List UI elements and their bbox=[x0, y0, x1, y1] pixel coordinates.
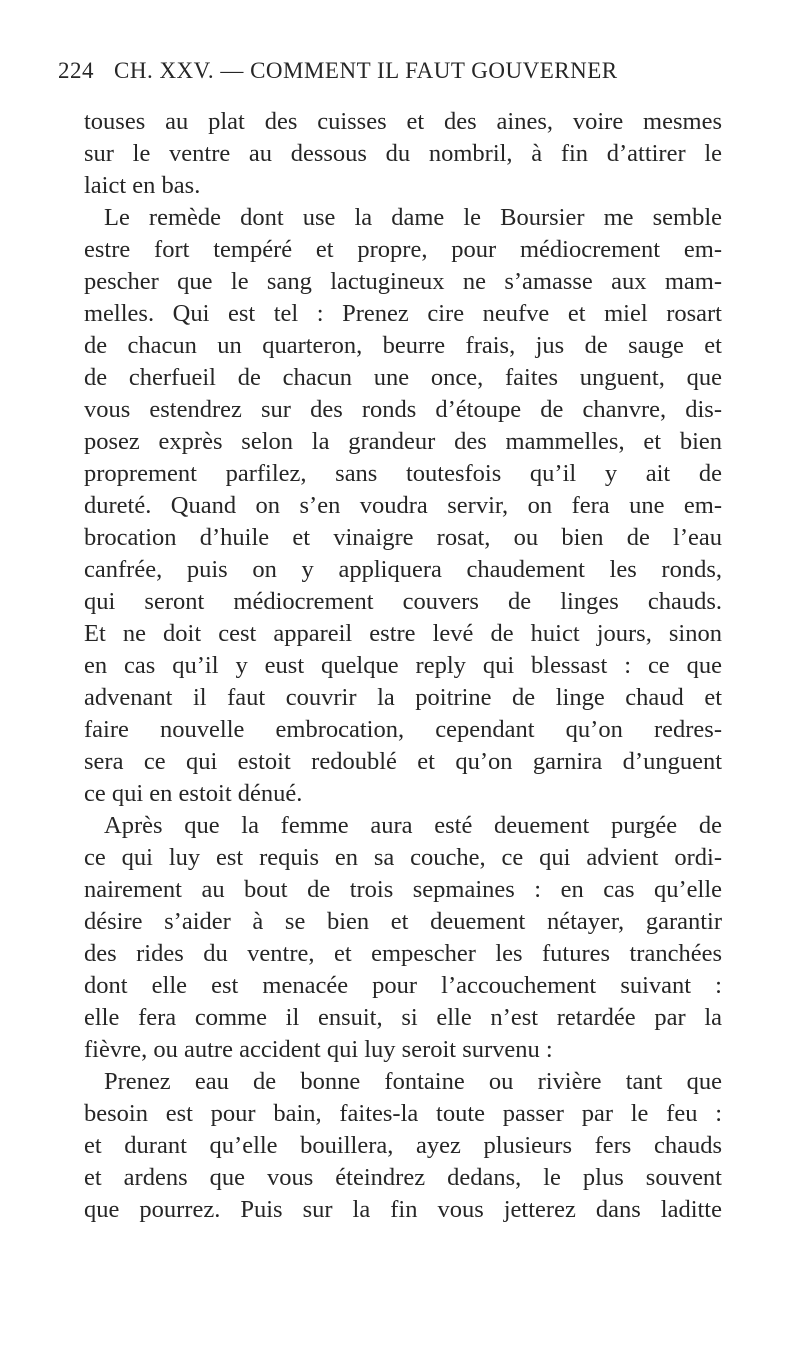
text-line: ce qui en estoit dénué. bbox=[84, 780, 303, 807]
text-line: de chacun un quarteron, beurre frais, jus de sauge et bbox=[84, 332, 722, 359]
running-header bbox=[58, 58, 718, 94]
text-line: fièvre, ou autre accident qui luy seroit survenu : bbox=[84, 1036, 553, 1063]
text-line: estre fort tempéré et propre, pour médiocrement em- bbox=[84, 236, 722, 263]
text-line: sera ce qui estoit redoublé et qu’on garnira d’unguent bbox=[84, 748, 722, 775]
body-text bbox=[84, 106, 722, 1226]
running-title: CH. XXV. — COMMENT IL FAUT GOUVERNER bbox=[114, 58, 618, 83]
text-line: pescher que le sang lactugineux ne s’amasse aux mam- bbox=[84, 268, 722, 295]
text-line: nairement au bout de trois sepmaines : en cas qu’elle bbox=[84, 876, 722, 903]
text-line: dont elle est menacée pour l’accouchement suivant : bbox=[84, 972, 722, 999]
text-line: Après que la femme aura esté deuement purgée de bbox=[104, 812, 722, 839]
page-number: 224 bbox=[58, 58, 94, 83]
text-line: faire nouvelle embrocation, cependant qu’on redres- bbox=[84, 716, 722, 743]
text-line: melles. Qui est tel : Prenez cire neufve et miel rosart bbox=[84, 300, 722, 327]
text-line: sur le ventre au dessous du nombril, à fin d’attirer le bbox=[84, 140, 722, 167]
text-line: qui seront médiocrement couvers de linges chauds. bbox=[84, 588, 722, 615]
text-line: désire s’aider à se bien et deuement nétayer, garantir bbox=[84, 908, 722, 935]
text-line: Prenez eau de bonne fontaine ou rivière tant que bbox=[104, 1068, 722, 1095]
text-line: et ardens que vous éteindrez dedans, le plus souvent bbox=[84, 1164, 722, 1191]
text-line: en cas qu’il y eust quelque reply qui blessast : ce que bbox=[84, 652, 722, 679]
text-line: touses au plat des cuisses et des aines, voire mesmes bbox=[84, 108, 722, 135]
text-line: laict en bas. bbox=[84, 172, 201, 199]
text-line: de cherfueil de chacun une once, faites unguent, que bbox=[84, 364, 722, 391]
text-line: besoin est pour bain, faites-la toute passer par le feu : bbox=[84, 1100, 722, 1127]
text-line: que pourrez. Puis sur la fin vous jetterez dans laditte bbox=[84, 1196, 722, 1223]
text-line: proprement parfilez, sans toutesfois qu’il y ait de bbox=[84, 460, 722, 487]
text-line: elle fera comme il ensuit, si elle n’est retardée par la bbox=[84, 1004, 722, 1031]
text-line: et durant qu’elle bouillera, ayez plusieurs fers chauds bbox=[84, 1132, 722, 1159]
text-line: posez exprès selon la grandeur des mammelles, et bien bbox=[84, 428, 722, 455]
text-line: advenant il faut couvrir la poitrine de linge chaud et bbox=[84, 684, 722, 711]
text-line: des rides du ventre, et empescher les futures tranchées bbox=[84, 940, 722, 967]
text-line: Le remède dont use la dame le Boursier me semble bbox=[104, 204, 722, 231]
text-line: brocation d’huile et vinaigre rosat, ou bien de l’eau bbox=[84, 524, 722, 551]
text-line: ce qui luy est requis en sa couche, ce qui advient ordi- bbox=[84, 844, 722, 871]
text-line: canfrée, puis on y appliquera chaudement les ronds, bbox=[84, 556, 722, 583]
text-line: dureté. Quand on s’en voudra servir, on fera une em- bbox=[84, 492, 722, 519]
text-line: vous estendrez sur des ronds d’étoupe de chanvre, dis- bbox=[84, 396, 722, 423]
text-line: Et ne doit cest appareil estre levé de huict jours, sinon bbox=[84, 620, 722, 647]
